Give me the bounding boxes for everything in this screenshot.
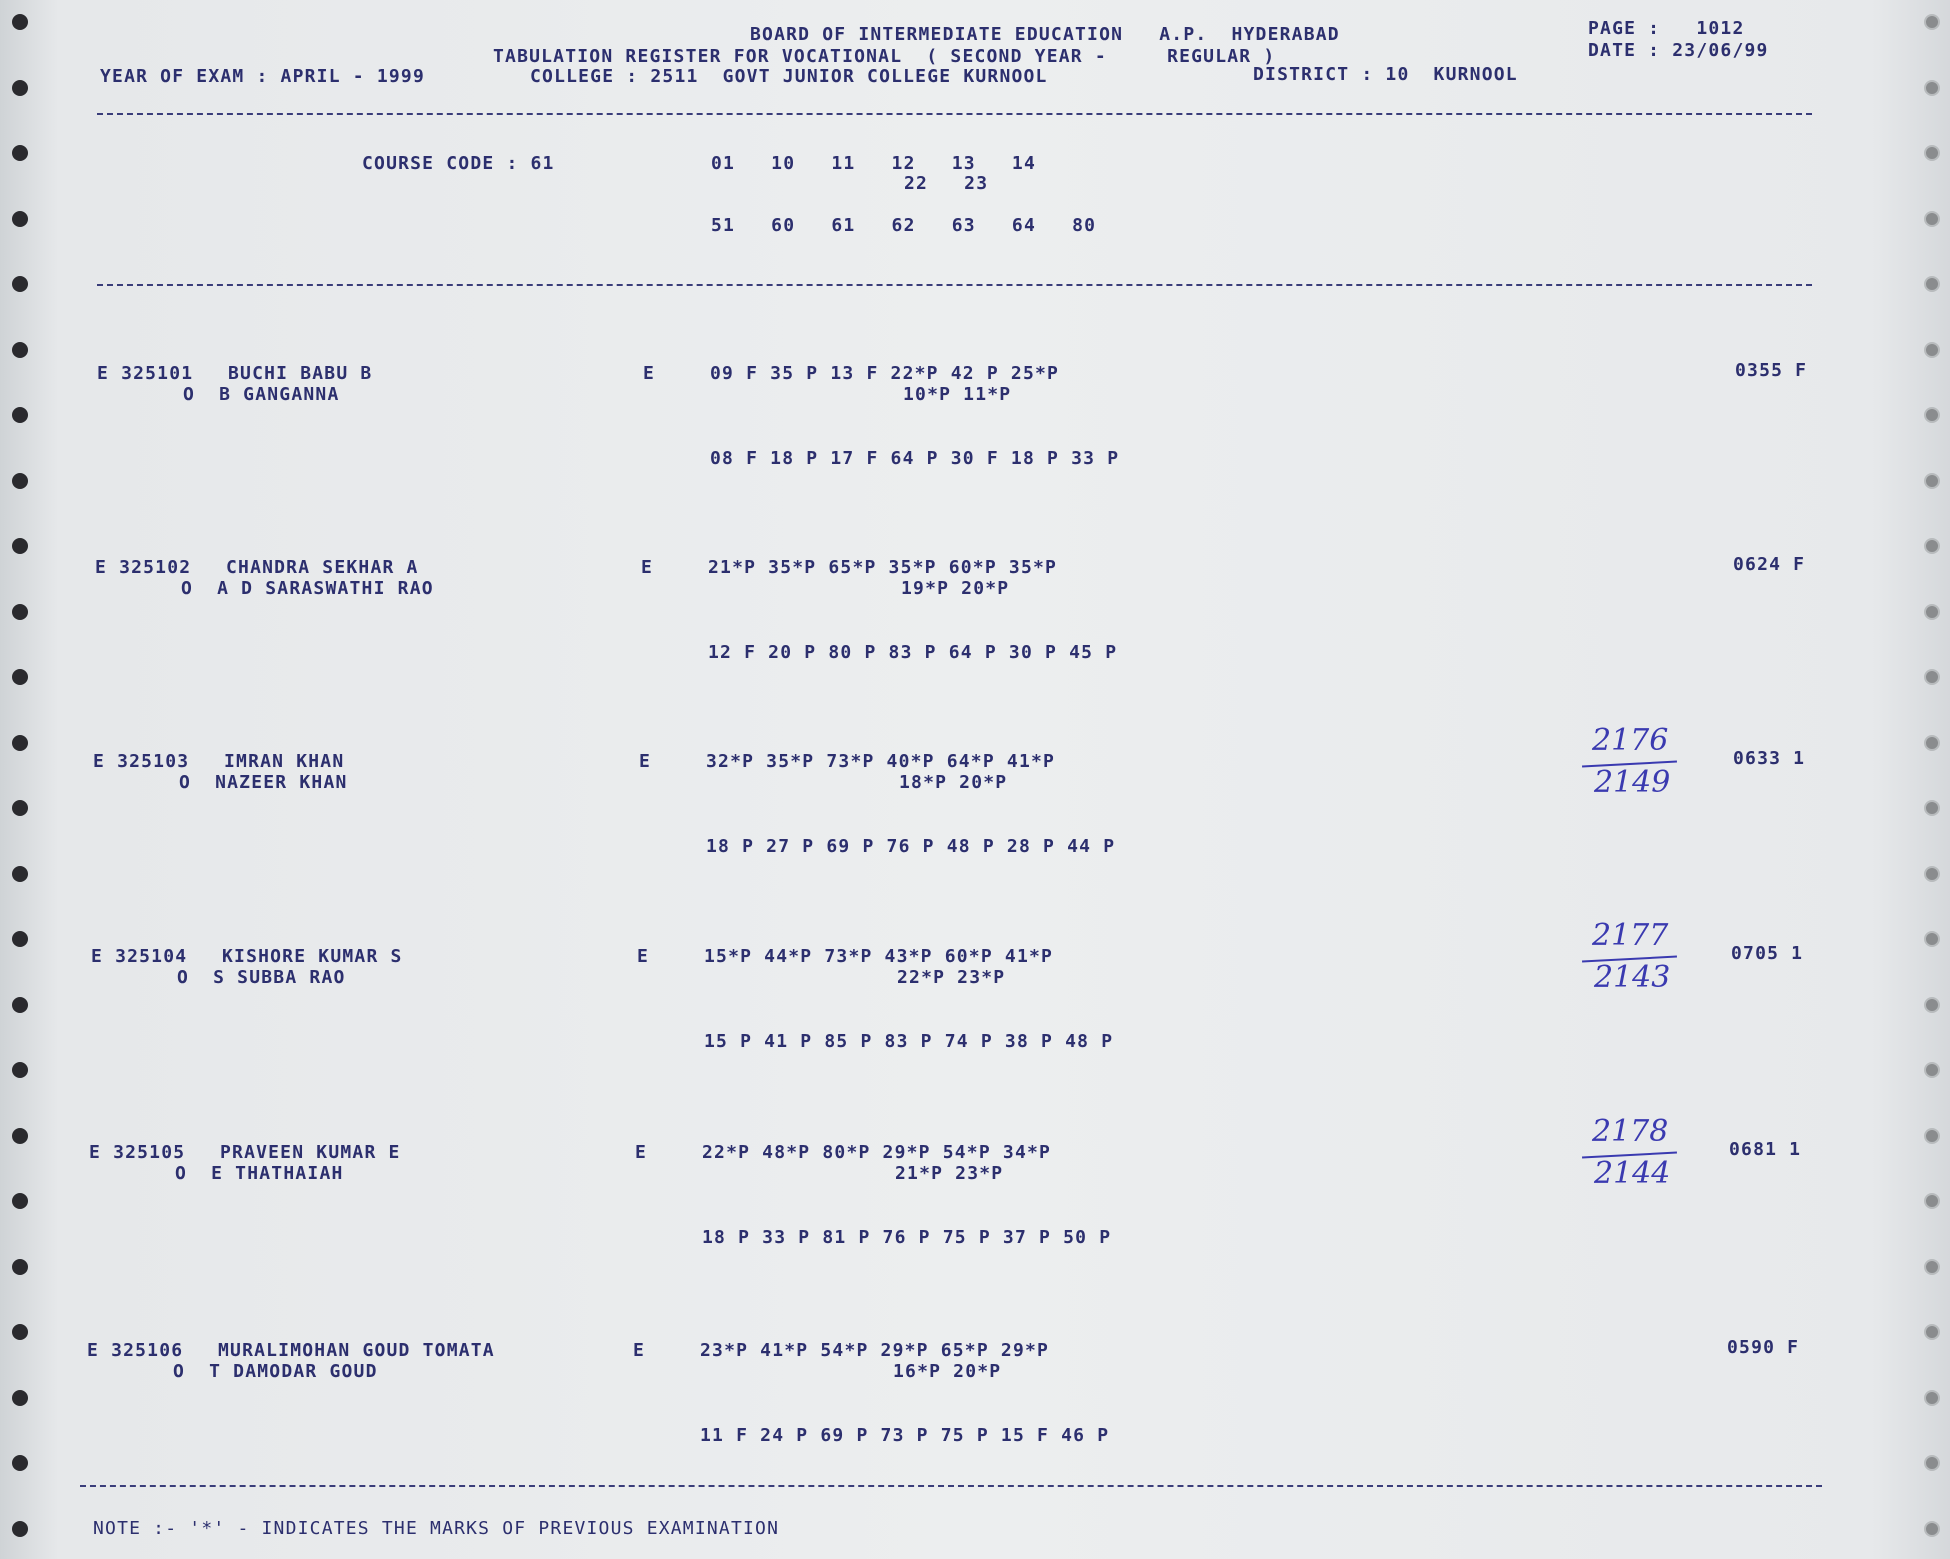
footer-note: NOTE :- '*' - INDICATES THE MARKS OF PREVIOUS EXAMINATION: [93, 1518, 780, 1539]
marks-row1: 23*P 41*P 54*P 29*P 65*P 29*P: [700, 1340, 1050, 1361]
header-subtitle: TABULATION REGISTER FOR VOCATIONAL ( SECOND YEAR - REGULAR ): [493, 46, 1276, 67]
marks-row2: 19*P 20*P: [901, 578, 1010, 599]
tractor-feed-holes-right: [1910, 0, 1950, 1559]
medium: E: [643, 363, 656, 384]
feed-hole: [12, 473, 28, 489]
feed-hole: [1924, 211, 1940, 227]
medium: E: [639, 751, 652, 772]
feed-hole: [12, 276, 28, 292]
feed-hole: [1924, 1390, 1940, 1406]
feed-hole: [12, 1259, 28, 1275]
feed-hole: [1924, 1455, 1940, 1471]
page-number: PAGE : 1012: [1588, 18, 1745, 39]
tractor-feed-holes-left: [0, 0, 40, 1559]
registration-number: E 325105: [89, 1142, 186, 1163]
college-info: COLLEGE : 2511 GOVT JUNIOR COLLEGE KURNOOL: [530, 66, 1048, 87]
marks-row2: 22*P 23*P: [897, 967, 1006, 988]
parent-name: O NAZEER KHAN: [179, 772, 348, 793]
feed-hole: [12, 931, 28, 947]
feed-hole: [12, 145, 28, 161]
feed-hole: [12, 1455, 28, 1471]
marks-row2: 16*P 20*P: [893, 1361, 1002, 1382]
subject-codes-row1: 01 10 11 12 13 14: [711, 153, 1036, 174]
registration-number: E 325106: [87, 1340, 184, 1361]
handwritten-note-bottom: 2144: [1594, 1156, 1671, 1191]
handwritten-note-top: 2178: [1592, 1114, 1669, 1149]
feed-hole: [12, 407, 28, 423]
student-name: CHANDRA SEKHAR A: [226, 557, 419, 578]
registration-number: E 325101: [97, 363, 194, 384]
feed-hole: [1924, 80, 1940, 96]
feed-hole: [1924, 1193, 1940, 1209]
medium: E: [633, 1340, 646, 1361]
feed-hole: [12, 1390, 28, 1406]
feed-hole: [12, 14, 28, 30]
feed-hole: [1924, 14, 1940, 30]
header-divider: [97, 113, 1812, 115]
student-name: PRAVEEN KUMAR E: [220, 1142, 401, 1163]
course-code: COURSE CODE : 61: [362, 153, 555, 174]
feed-hole: [1924, 342, 1940, 358]
feed-hole: [1924, 145, 1940, 161]
feed-hole: [12, 1062, 28, 1078]
marks-row3: 08 F 18 P 17 F 64 P 30 F 18 P 33 P: [710, 448, 1120, 469]
feed-hole: [1924, 866, 1940, 882]
year-of-exam: YEAR OF EXAM : APRIL - 1999: [100, 66, 425, 87]
marks-row1: 09 F 35 P 13 F 22*P 42 P 25*P: [710, 363, 1060, 384]
student-name: BUCHI BABU B: [228, 363, 373, 384]
marks-row3: 12 F 20 P 80 P 83 P 64 P 30 P 45 P: [708, 642, 1118, 663]
handwritten-note-bottom: 2149: [1594, 765, 1671, 800]
grand-total: 0705 1: [1731, 943, 1804, 964]
header-title: BOARD OF INTERMEDIATE EDUCATION A.P. HYDERABAD: [750, 24, 1340, 45]
feed-hole: [12, 211, 28, 227]
parent-name: O B GANGANNA: [183, 384, 340, 405]
feed-hole: [1924, 473, 1940, 489]
feed-hole: [12, 997, 28, 1013]
print-date: DATE : 23/06/99: [1588, 40, 1769, 61]
feed-hole: [1924, 1521, 1940, 1537]
district-info: DISTRICT : 10 KURNOOL: [1253, 64, 1518, 85]
feed-hole: [1924, 1324, 1940, 1340]
course-divider: [97, 284, 1812, 286]
feed-hole: [1924, 997, 1940, 1013]
parent-name: O A D SARASWATHI RAO: [181, 578, 434, 599]
grand-total: 0681 1: [1729, 1139, 1802, 1160]
feed-hole: [1924, 538, 1940, 554]
feed-hole: [1924, 604, 1940, 620]
feed-hole: [12, 800, 28, 816]
handwritten-note-top: 2177: [1592, 918, 1669, 953]
medium: E: [635, 1142, 648, 1163]
marks-row1: 21*P 35*P 65*P 35*P 60*P 35*P: [708, 557, 1058, 578]
parent-name: O S SUBBA RAO: [177, 967, 346, 988]
student-name: MURALIMOHAN GOUD TOMATA: [218, 1340, 495, 1361]
feed-hole: [12, 669, 28, 685]
subject-codes-row2: 22 23: [904, 173, 989, 194]
student-name: KISHORE KUMAR S: [222, 946, 403, 967]
footer-divider: [80, 1485, 1822, 1487]
feed-hole: [12, 866, 28, 882]
medium: E: [637, 946, 650, 967]
grand-total: 0624 F: [1733, 554, 1806, 575]
marks-row3: 18 P 33 P 81 P 76 P 75 P 37 P 50 P: [702, 1227, 1112, 1248]
grand-total: 0355 F: [1735, 360, 1808, 381]
feed-hole: [1924, 276, 1940, 292]
feed-hole: [12, 1324, 28, 1340]
feed-hole: [12, 342, 28, 358]
registration-number: E 325104: [91, 946, 188, 967]
feed-hole: [12, 538, 28, 554]
marks-row1: 22*P 48*P 80*P 29*P 54*P 34*P: [702, 1142, 1052, 1163]
feed-hole: [12, 1521, 28, 1537]
marks-row1: 15*P 44*P 73*P 43*P 60*P 41*P: [704, 946, 1054, 967]
feed-hole: [1924, 735, 1940, 751]
marks-row2: 10*P 11*P: [903, 384, 1012, 405]
parent-name: O T DAMODAR GOUD: [173, 1361, 378, 1382]
marks-row2: 21*P 23*P: [895, 1163, 1004, 1184]
feed-hole: [1924, 800, 1940, 816]
handwritten-note-top: 2176: [1592, 723, 1669, 758]
registration-number: E 325102: [95, 557, 192, 578]
student-name: IMRAN KHAN: [224, 751, 345, 772]
feed-hole: [12, 1193, 28, 1209]
feed-hole: [1924, 669, 1940, 685]
feed-hole: [1924, 1128, 1940, 1144]
feed-hole: [12, 604, 28, 620]
feed-hole: [1924, 931, 1940, 947]
subject-codes-row3: 51 60 61 62 63 64 80: [711, 215, 1097, 236]
feed-hole: [12, 80, 28, 96]
feed-hole: [12, 1128, 28, 1144]
handwritten-note-bottom: 2143: [1594, 960, 1671, 995]
marks-row3: 15 P 41 P 85 P 83 P 74 P 38 P 48 P: [704, 1031, 1114, 1052]
marks-row1: 32*P 35*P 73*P 40*P 64*P 41*P: [706, 751, 1056, 772]
grand-total: 0633 1: [1733, 748, 1806, 769]
feed-hole: [1924, 407, 1940, 423]
medium: E: [641, 557, 654, 578]
grand-total: 0590 F: [1727, 1337, 1800, 1358]
feed-hole: [1924, 1062, 1940, 1078]
feed-hole: [1924, 1259, 1940, 1275]
feed-hole: [12, 735, 28, 751]
marks-row2: 18*P 20*P: [899, 772, 1008, 793]
parent-name: O E THATHAIAH: [175, 1163, 344, 1184]
registration-number: E 325103: [93, 751, 190, 772]
marks-row3: 18 P 27 P 69 P 76 P 48 P 28 P 44 P: [706, 836, 1116, 857]
marks-row3: 11 F 24 P 69 P 73 P 75 P 15 F 46 P: [700, 1425, 1110, 1446]
